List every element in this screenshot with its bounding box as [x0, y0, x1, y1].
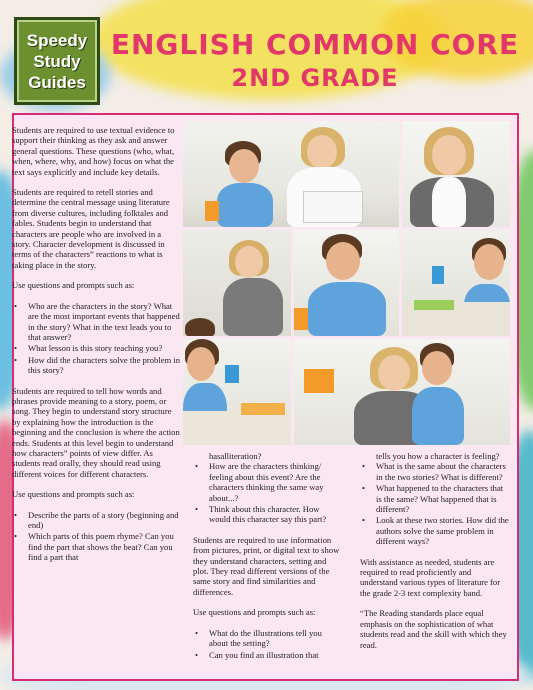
- list-item: • Which parts of this poem rhyme? Can you find the part that shows the beat? Can you find a part that: [12, 531, 182, 562]
- logo-line: Study: [33, 51, 81, 71]
- photo-teacher-portrait: [402, 121, 510, 227]
- bullet-list: [360, 461, 510, 546]
- paragraph: Students are required to use information from pictures, print, or digital text to show they understand characters, setting and plot. They read different versions of the same story and find similarities and differences.: [193, 534, 340, 597]
- bullet-list: [193, 461, 343, 524]
- bullet-list: [12, 301, 182, 376]
- paragraph: Use questions and prompts such as:: [12, 280, 135, 291]
- paragraph-continued: tells you how a character is feeling?: [376, 451, 500, 461]
- photo-teacher-pointing: [183, 230, 291, 336]
- photo-boy-writing: [294, 230, 399, 336]
- list-item: • How did the characters solve the problem in this story?: [12, 355, 182, 376]
- photo-boy-crayons: [183, 339, 291, 445]
- list-item: • What is the same about the characters in the two stories? What is different?: [360, 461, 510, 482]
- list-item: • Can you find an illustration that: [193, 650, 343, 660]
- paragraph: Use questions and prompts such as:: [193, 607, 316, 618]
- photo-teacher-boy-smiling: [294, 339, 510, 445]
- list-item: • Who are the characters in the story? What are the most important events that happened in the story? What in the text leads you to that answer?: [12, 301, 182, 343]
- text-column-1: [12, 125, 182, 573]
- list-item: • How are the characters thinking/ feeling about this event? Are the characters thinking the same way about...?: [193, 461, 343, 503]
- bullet-list: [12, 510, 182, 563]
- speedy-study-guides-logo: [14, 17, 100, 105]
- list-item: • Describe the parts of a story (beginning and end): [12, 510, 182, 531]
- paragraph: With assistance as needed, students are required to read proficiently and understand various types of literature for the grade 2-3 text complexity band.: [360, 556, 501, 598]
- bullet-list: [193, 628, 343, 660]
- photo-teacher-boy-laptop: [183, 121, 399, 227]
- list-item: • Think about this character. How would this character say this part?: [193, 504, 343, 525]
- paragraph: Students are required to retell stories and determine the central message using literature from diverse cultures, including folktales and fables. Students begin to understand that characters are people who are involved in a story. Character development is discussed in terms of the characters” reactions to what is taking place in the story.: [12, 187, 170, 270]
- paragraph: Students are required to use textual evidence to support their thinking as they ask and answer general questions. These questions (who, what, when, where, why, and how) focus on what the text says explicitly and include key details.: [12, 125, 175, 177]
- list-item: • What lesson is this story teaching you?: [12, 343, 182, 353]
- logo-line: Guides: [28, 72, 86, 92]
- title-line-2: 2ND GRADE: [231, 64, 399, 92]
- title-line-1: ENGLISH COMMON CORE: [110, 28, 520, 61]
- paragraph-continued: hasalliteration?: [209, 451, 262, 461]
- text-column-3: [360, 451, 510, 660]
- paragraph: Use questions and prompts such as:: [12, 489, 135, 500]
- logo-line: Speedy: [26, 30, 88, 50]
- paragraph: “The Reading standards place equal emphasis on the sophistication of what students read and the skill with which they read.: [360, 608, 507, 650]
- list-item: • What do the illustrations tell you about the setting?: [193, 628, 343, 649]
- text-column-2: [193, 451, 343, 670]
- list-item: • Look at these two stories. How did the authors solve the same problem in different ways?: [360, 515, 510, 546]
- page-title: [110, 28, 520, 94]
- paragraph: Students are required to tell how words and phrases provide meaning to a story, poem, or song. They begin to understand story structure by explaining how the introduction is the beginning and the conclusion is where the action ends. Students at this level begin to understand how characters” points of view differ. As students read orally, they should read using different voices for different characters.: [12, 385, 180, 479]
- photo-boy-desk: [402, 230, 510, 336]
- list-item: • What happened to the characters that is the same? What happened that is different?: [360, 483, 510, 514]
